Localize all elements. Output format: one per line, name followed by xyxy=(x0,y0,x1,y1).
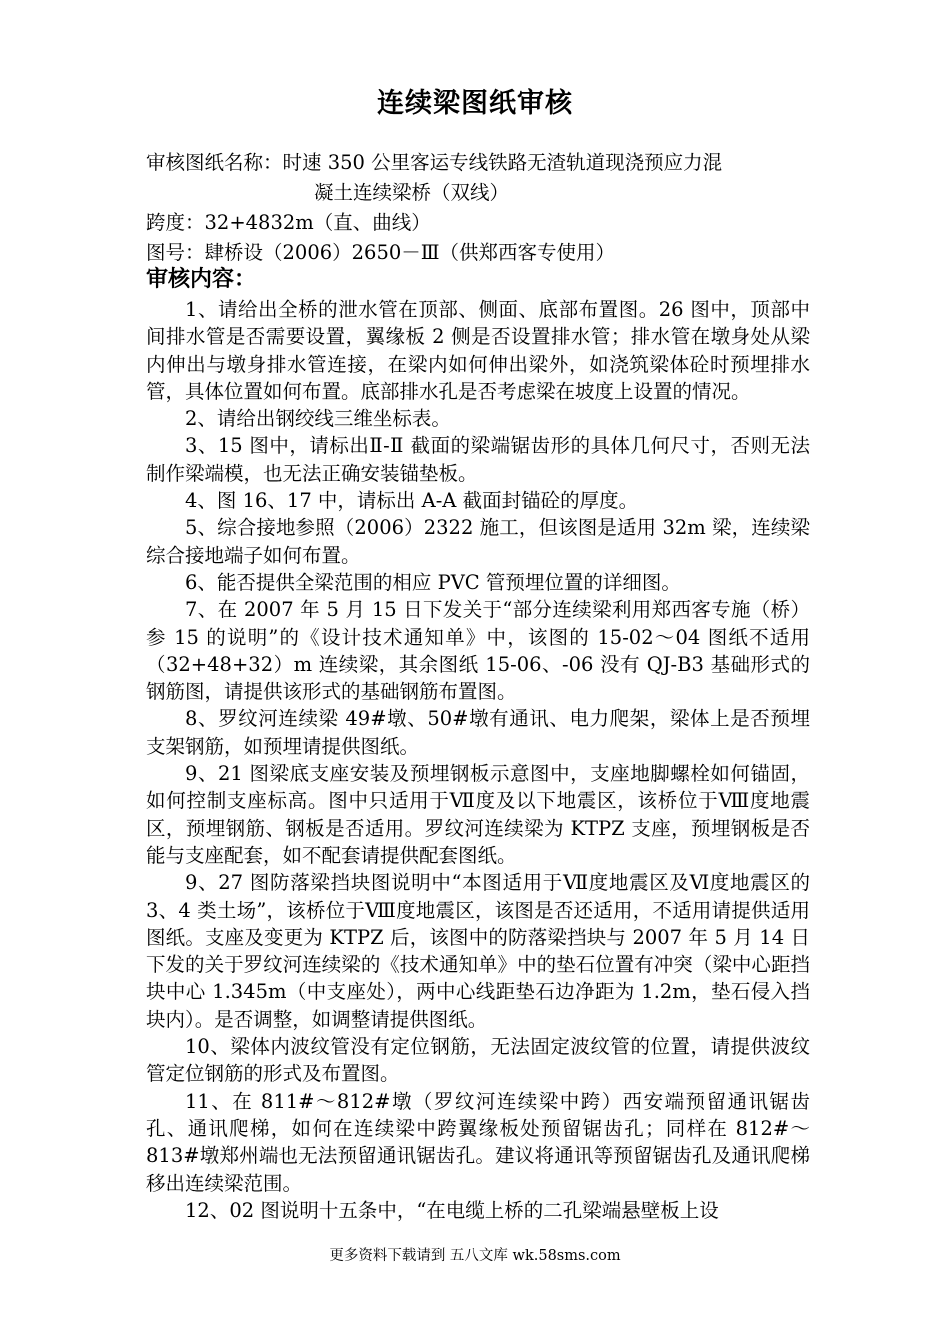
review-content xyxy=(146,296,810,1224)
paragraph-6: 6、能否提供全梁范围的相应 PVC 管预埋位置的详细图。 xyxy=(185,570,681,594)
paragraph-8: 8、罗纹河连续梁 49#墩、50#墩有通讯、电力爬架，梁体上是否预埋支架钢筋，如预埋请提供图纸。 xyxy=(146,707,810,758)
page-title: 连续梁图纸审核 xyxy=(377,88,573,119)
paragraph-12: 12、02 图说明十五条中，“在电缆上桥的二孔梁端悬壁板上设 xyxy=(185,1198,719,1222)
paragraph-10: 10、梁体内波纹管没有定位钢筋，无法固定波纹管的位置，请提供波纹管定位钢筋的形式及布置图。 xyxy=(146,1035,810,1086)
paragraph-5: 5、综合接地参照（2006）2322 施工，但该图是适用 32m 梁，连续梁综合接地端子如何布置。 xyxy=(146,516,810,567)
drawing-name-line-1: 审核图纸名称：时速 350 公里客运专线铁路无渣轨道现浇预应力混 xyxy=(146,151,723,174)
paragraph-9a: 9、21 图梁底支座安装及预埋钢板示意图中，支座地脚螺栓如何锚固，如何控制支座标高。图中只适用于Ⅶ度及以下地震区，该桥位于Ⅷ度地震区，预埋钢筋、钢板是否适用。罗纹河连续梁为 KTPZ 支座，预埋钢板是否能与支座配套，如不配套请提供配套图纸。 xyxy=(146,762,810,867)
paragraph-4: 4、图 16、17 中，请标出 A-A 截面封锚砼的厚度。 xyxy=(185,489,639,513)
paragraph-2: 2、请给出钢绞线三维坐标表。 xyxy=(185,407,451,431)
paragraph-1: 1、请给出全桥的泄水管在顶部、侧面、底部布置图。26 图中，顶部中间排水管是否需要设置，翼缘板 2 侧是否设置排水管；排水管在墩身处从梁内伸出与墩身排水管连接，在梁内如何伸出梁外，如浇筑梁体砼时预埋排水管，具体位置如何布置。底部排水孔是否考虑梁在坡度上设置的情况。 xyxy=(146,298,810,403)
section-heading: 审核内容： xyxy=(146,266,257,292)
drawing-name-line-2: 凝土连续梁桥（双线） xyxy=(314,181,510,204)
paragraph-9b: 9、27 图防落梁挡块图说明中“本图适用于Ⅶ度地震区及Ⅵ度地震区的 3、4 类土场”，该桥位于Ⅷ度地震区，该图是否还适用，不适用请提供适用图纸。支座及变更为 KTPZ 后，该图中的防落梁挡块与 2007 年 5 月 14 日下发的关于罗纹河连续梁的《技术通知单》中的垫石位置有冲突（梁中心距挡块中心 1.345m（中支座处），两中心线距垫石边净距为 1.2m，垫石侵入挡块内）。是否调整，如调整请提供图纸。 xyxy=(146,871,810,1031)
footer-note: 更多资料下载请到 五八文库 wk.58sms.com xyxy=(329,1248,621,1264)
span-line: 跨度：32+4832m（直、曲线） xyxy=(146,211,431,234)
paragraph-11: 11、在 811#～812#墩（罗纹河连续梁中跨）西安端预留通讯锯齿孔、通讯爬梯，如何在连续梁中跨翼缘板处预留锯齿孔；同样在 812#～813#墩郑州端也无法预留通讯锯齿孔。建议将通讯等预留锯齿孔及通讯爬梯移出连续梁范围。 xyxy=(146,1089,810,1195)
drawing-number-line: 图号：肆桥设（2006）2650－Ⅲ（供郑西客专使用） xyxy=(146,241,616,264)
document-meta xyxy=(146,148,816,268)
paragraph-3: 3、15 图中，请标出Ⅱ-Ⅱ 截面的梁端锯齿形的具体几何尺寸，否则无法制作梁端模，也无法正确安装锚垫板。 xyxy=(146,434,810,485)
paragraph-7: 7、在 2007 年 5 月 15 日下发关于“部分连续梁利用郑西客专施（桥）参 15 的说明”的《设计技术通知单》中，该图的 15-02～04 图纸不适用（32+48+32）m 连续梁，其余图纸 15-06、-06 没有 QJ-B3 基础形式的钢筋图，请提供该形式的基础钢筋布置图。 xyxy=(146,598,810,704)
